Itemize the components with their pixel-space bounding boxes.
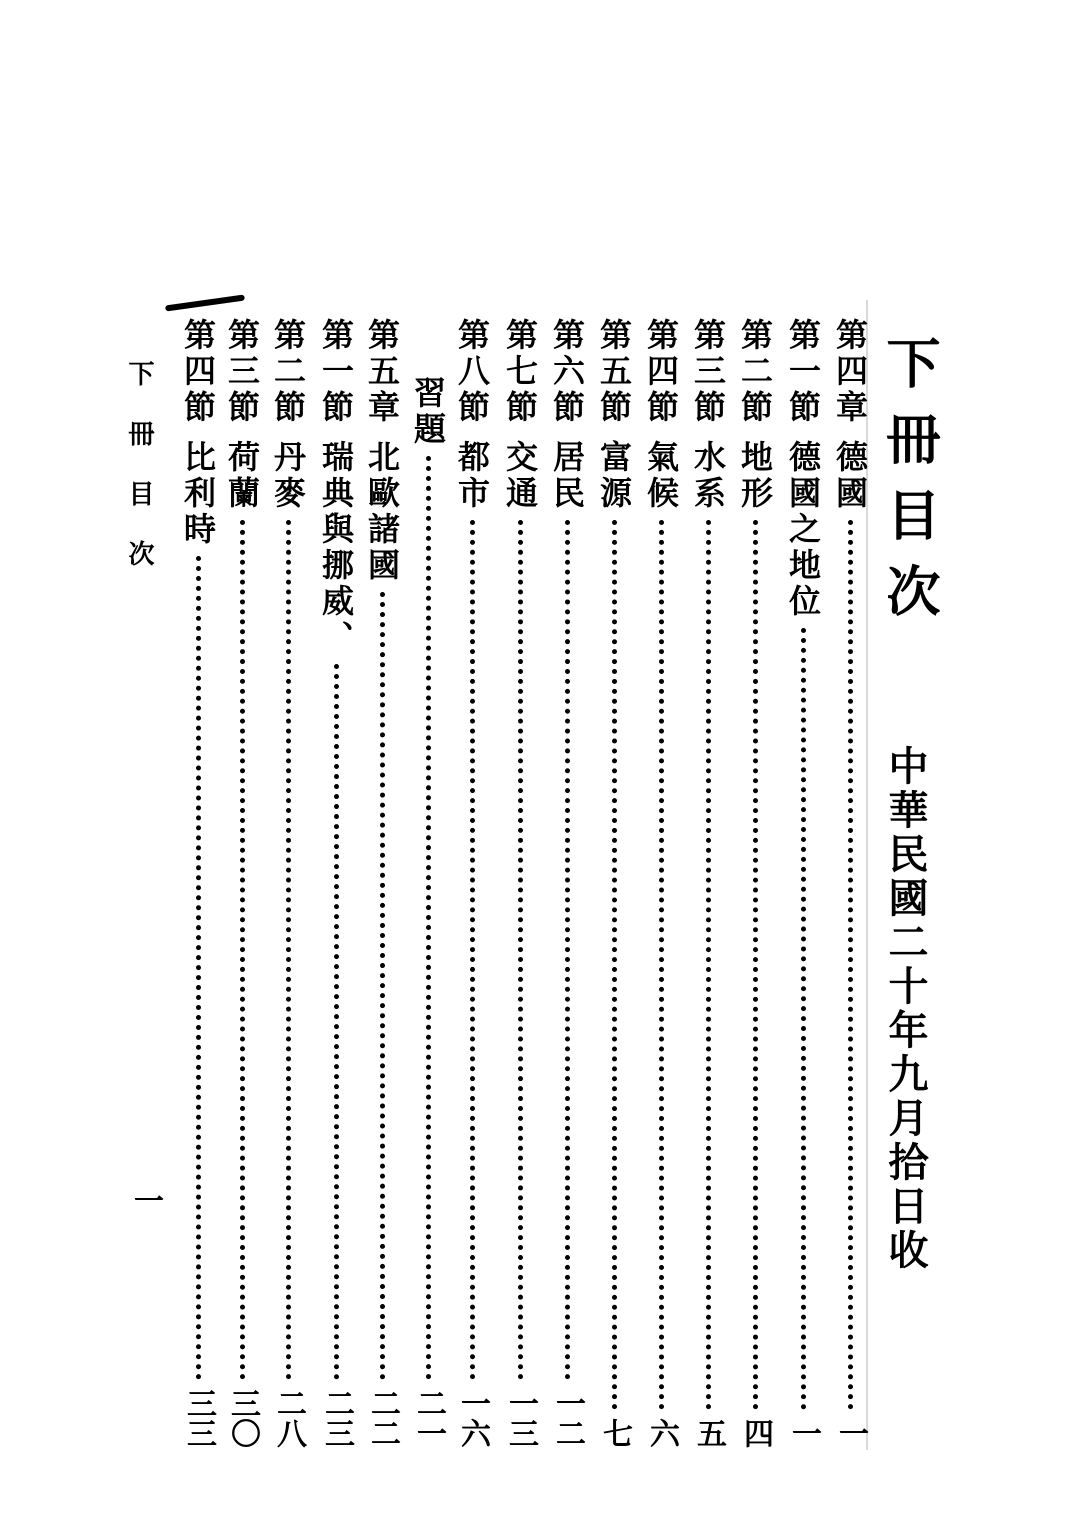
toc-entry-title: 都市 xyxy=(453,440,491,512)
toc-page-number: 四 xyxy=(738,1418,773,1448)
toc-page-number: 三三 xyxy=(181,1388,216,1448)
toc-page-number: 二二 xyxy=(365,1388,400,1448)
page-title: 下冊目次 xyxy=(878,335,942,639)
toc-page-number: 六 xyxy=(644,1418,679,1448)
dot-leader xyxy=(426,456,431,1380)
toc-entry-title: 居民 xyxy=(548,440,586,512)
toc-page-number: 二三 xyxy=(319,1388,354,1448)
toc-entry xyxy=(830,318,870,1448)
dot-leader xyxy=(240,520,245,1380)
dot-leader xyxy=(659,520,664,1410)
toc-entry xyxy=(362,318,402,1448)
toc-section-label: 第一節 xyxy=(784,318,822,426)
received-date-stamp: 中華民國二十年九月拾日收 xyxy=(882,745,929,1273)
toc-entry xyxy=(316,318,356,1448)
toc-entry-title: 氣候 xyxy=(642,440,680,512)
toc-section-label: 第四節 xyxy=(179,318,217,426)
toc-page-number: 一 xyxy=(786,1418,821,1448)
toc-entry-title: 習題 xyxy=(409,376,447,448)
toc-page-number: 一二 xyxy=(550,1388,585,1448)
dot-leader xyxy=(334,664,339,1380)
toc-entry-title: 水系 xyxy=(689,440,727,512)
toc-entry xyxy=(268,318,308,1448)
toc-entry xyxy=(408,318,448,1448)
toc-entry xyxy=(641,318,681,1448)
toc-section-label: 第七節 xyxy=(501,318,539,426)
toc-section-label: 第一節 xyxy=(317,318,355,426)
dot-leader xyxy=(518,520,523,1380)
dot-leader xyxy=(801,628,806,1410)
toc-page-number: 五 xyxy=(691,1418,726,1448)
dot-leader xyxy=(380,592,385,1380)
toc-section-label: 第二節 xyxy=(269,318,307,426)
toc-entry xyxy=(594,318,634,1448)
toc-page-number: 七 xyxy=(597,1418,632,1448)
dot-leader xyxy=(753,520,758,1410)
toc-entry xyxy=(783,318,823,1448)
toc-entry-title: 德國 xyxy=(831,440,869,512)
toc-entry xyxy=(222,318,262,1448)
dot-leader xyxy=(470,520,475,1380)
toc-entry-title: 交通 xyxy=(501,440,539,512)
dot-leader xyxy=(196,556,201,1380)
dot-leader xyxy=(848,520,853,1410)
toc-entry-title: 荷蘭 xyxy=(223,440,261,512)
toc-section-label: 第四章 xyxy=(831,318,869,426)
toc-page-number: 一三 xyxy=(503,1388,538,1448)
toc-entry-title: 北歐諸國 xyxy=(363,440,401,584)
toc-entry-title: 比利時 xyxy=(179,440,217,548)
toc-entry-title: 地形 xyxy=(736,440,774,512)
toc-entry xyxy=(178,318,218,1448)
margin-label: 下冊目次 xyxy=(124,360,154,600)
ink-mark xyxy=(165,294,245,311)
toc-section-label: 第三節 xyxy=(223,318,261,426)
toc-entry xyxy=(500,318,540,1448)
toc-entry xyxy=(735,318,775,1448)
toc-page-number: 三〇 xyxy=(225,1388,260,1448)
toc-section-label: 第八節 xyxy=(453,318,491,426)
page-number: 一 xyxy=(128,1185,163,1219)
toc-page-number: 二八 xyxy=(271,1388,306,1448)
toc-page-number: 二一 xyxy=(411,1388,446,1448)
toc-page-number: 一六 xyxy=(455,1388,490,1448)
toc-entry-title: 富源 xyxy=(595,440,633,512)
dot-leader xyxy=(565,520,570,1380)
toc-entry xyxy=(688,318,728,1448)
toc-entry xyxy=(547,318,587,1448)
dot-leader xyxy=(706,520,711,1410)
toc-entry-title: 丹麥 xyxy=(269,440,307,512)
toc-section-label: 第四節 xyxy=(642,318,680,426)
toc-section-label: 第六節 xyxy=(548,318,586,426)
toc-section-label: 第五節 xyxy=(595,318,633,426)
toc-entry-title: 德國之地位 xyxy=(784,440,822,620)
toc-entry-title: 瑞典與挪威、 xyxy=(317,440,355,656)
dot-leader xyxy=(612,520,617,1410)
dot-leader xyxy=(286,520,291,1380)
toc-section-label: 第三節 xyxy=(689,318,727,426)
toc-page-number: 一 xyxy=(833,1418,868,1448)
toc-section-label: 第二節 xyxy=(736,318,774,426)
toc-section-label: 第五章 xyxy=(363,318,401,426)
toc-entry xyxy=(452,318,492,1448)
